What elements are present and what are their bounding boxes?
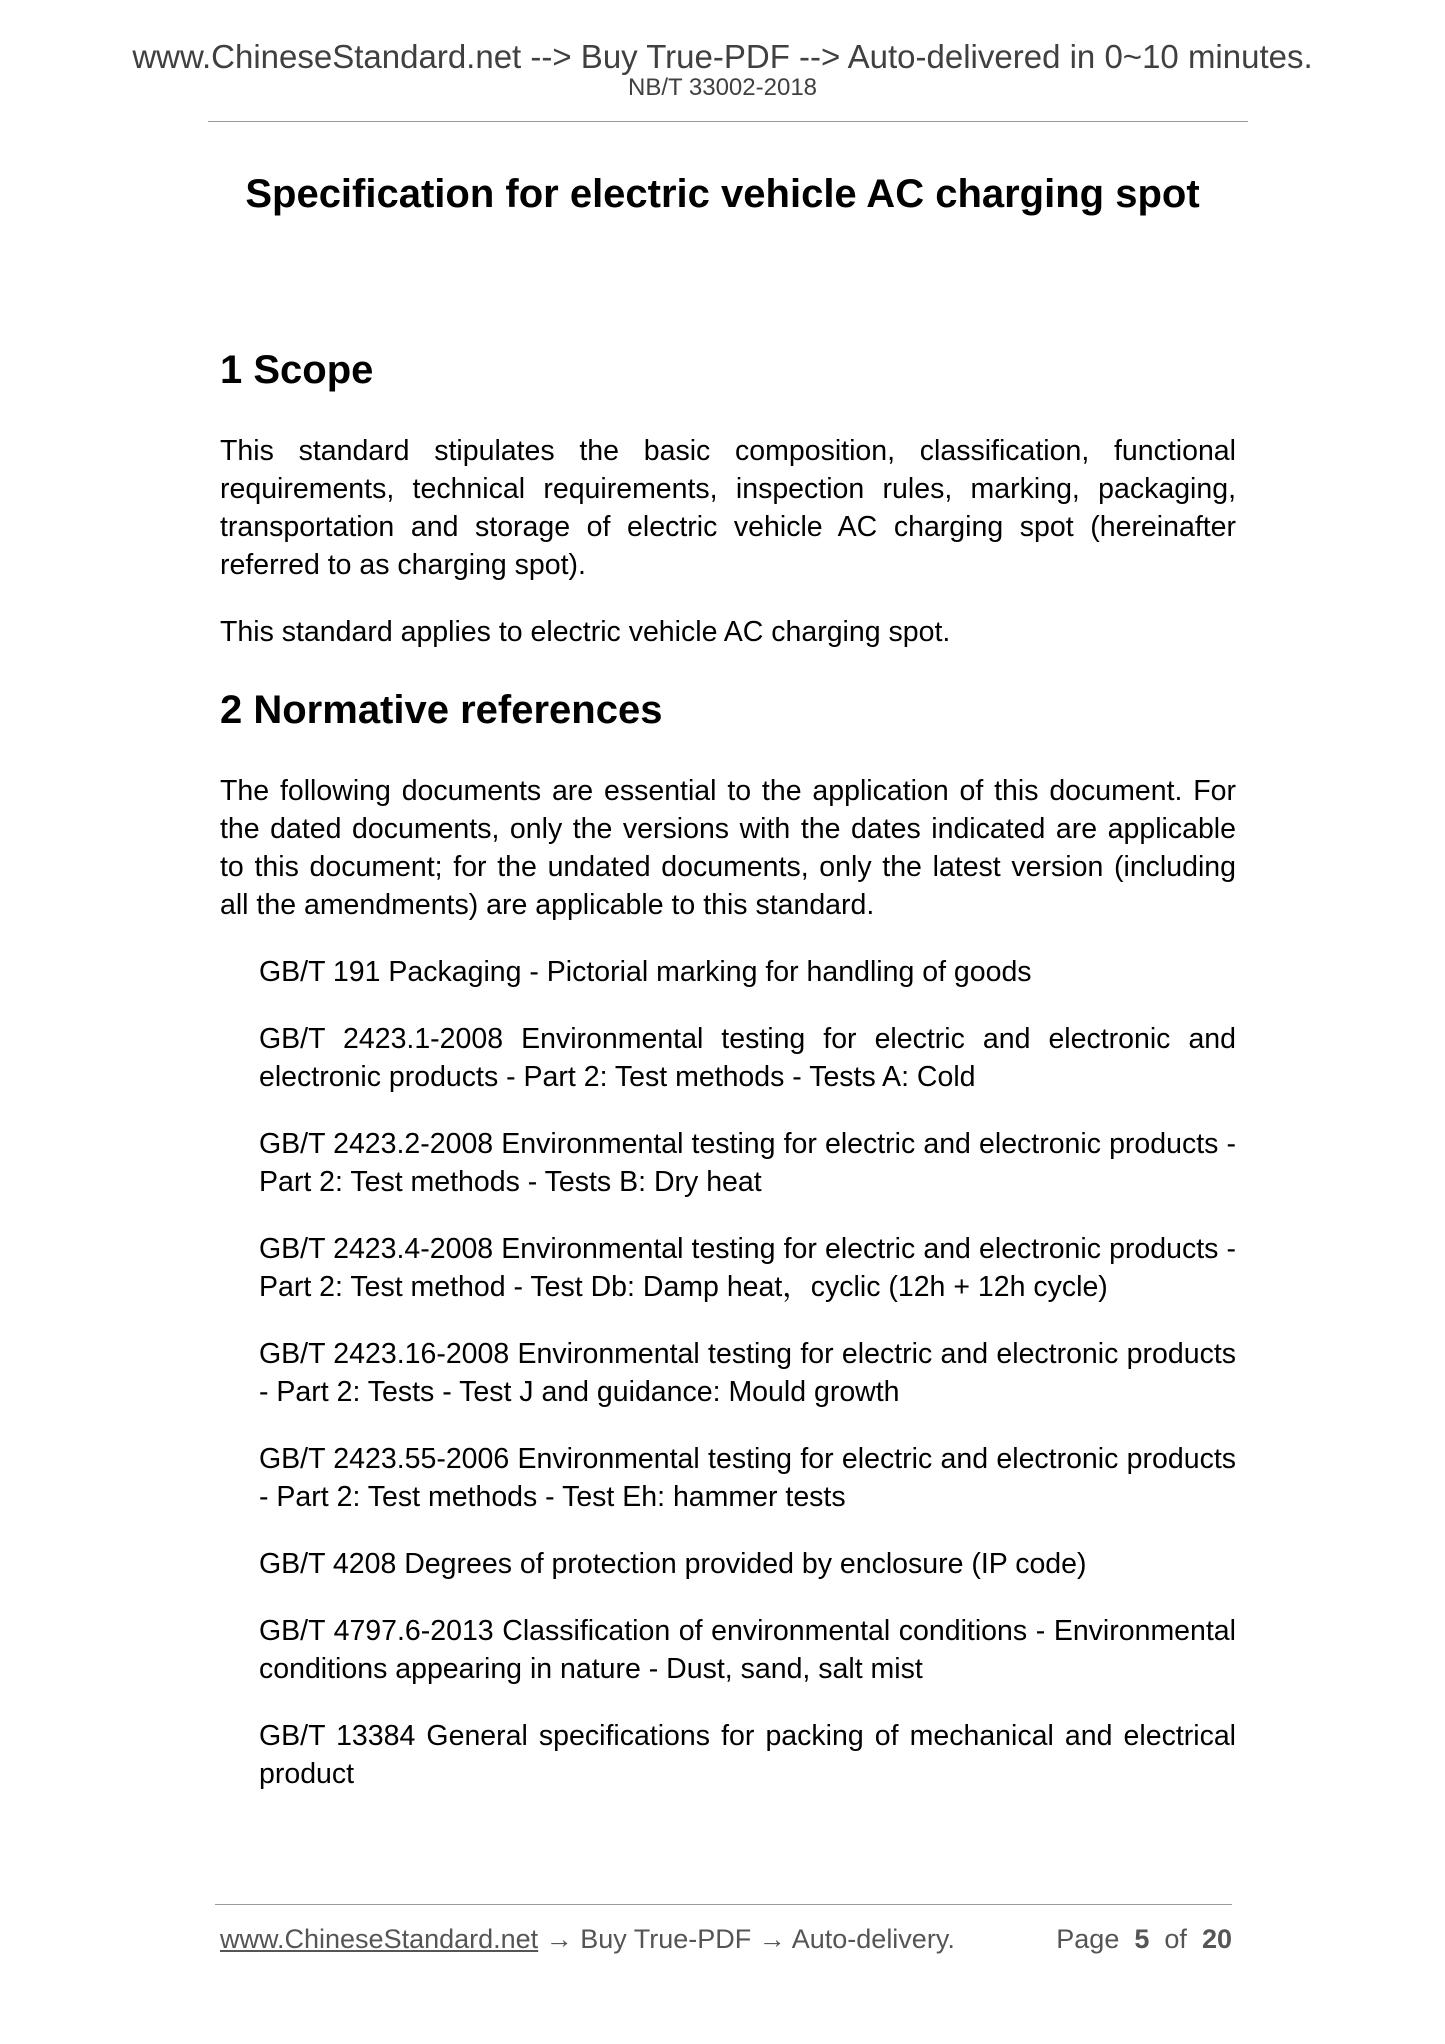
reference-item: GB/T 191 Packaging - Pictorial marking for handling of goods — [259, 956, 1032, 988]
page-current: 5 — [1134, 1924, 1150, 1954]
reference-list — [220, 953, 1236, 1793]
reference-item: GB/T 2423.1-2008 Environmental testing for electric and electronic and electronic products - Part 2: Test methods - Tests A: Cold — [259, 1023, 1236, 1093]
header-divider — [208, 121, 1248, 122]
page-total: 20 — [1201, 1924, 1232, 1954]
scope-paragraph: This standard applies to electric vehicle AC charging spot. — [220, 616, 951, 648]
footer-divider — [215, 1904, 1232, 1905]
normative-intro-paragraph: The following documents are essential to the application of this document. For the dated documents, only the versions with the dates indicated are applicable to this document; for the undated documents, only the latest version (including all the amendments) are applicable to this standard. — [220, 775, 1236, 921]
section-heading-normative: 2 Normative references — [220, 688, 663, 732]
reference-item: GB/T 2423.4-2008 Environmental testing for electric and electronic products - Part 2: Test method - Test Db: Damp heat，cyclic (12h + 12h cycle) — [259, 1233, 1236, 1303]
reference-item: GB/T 2423.2-2008 Environmental testing for electric and electronic products - Part 2: Test methods - Tests B: Dry heat — [259, 1128, 1236, 1198]
reference-item: GB/T 2423.16-2008 Environmental testing for electric and electronic products - Part 2: Tests - Test J and guidance: Mould growth — [259, 1338, 1236, 1408]
page-label: Page — [1056, 1924, 1120, 1954]
reference-item: GB/T 4208 Degrees of protection provided by enclosure (IP code) — [259, 1548, 1087, 1580]
scope-paragraph: This standard stipulates the basic composition, classification, functional requirements, technical requirements, inspection rules, marking, packaging, transportation and storage of electric vehicle AC charging spot (hereinafter referred to as charging spot). — [220, 435, 1236, 581]
footer-promo — [220, 1922, 955, 1956]
footer-promo-text: → Buy True-PDF → Auto-delivery. — [538, 1924, 955, 1954]
reference-item: GB/T 13384 General specifications for packing of mechanical and electrical product — [259, 1720, 1236, 1790]
document-body — [220, 346, 1236, 1822]
page-of-label: of — [1164, 1924, 1187, 1954]
document-title: Specification for electric vehicle AC charging spot — [245, 172, 1200, 216]
section-heading-scope: 1 Scope — [220, 348, 374, 392]
reference-item: GB/T 4797.6-2013 Classification of environmental conditions - Environmental conditions appearing in nature - Dust, sand, salt mist — [259, 1615, 1236, 1685]
section-normative-references — [220, 686, 1236, 1793]
page-number — [1056, 1922, 1232, 1956]
standard-code: NB/T 33002-2018 — [627, 74, 818, 101]
header-banner: www.ChineseStandard.net --> Buy True-PDF --> Auto-delivered in 0~10 minutes. — [132, 38, 1313, 75]
section-scope — [220, 346, 1236, 651]
footer-site-link[interactable]: www.ChineseStandard.net — [220, 1924, 539, 1954]
reference-item: GB/T 2423.55-2006 Environmental testing for electric and electronic products - Part 2: Test methods - Test Eh: hammer tests — [259, 1443, 1236, 1513]
